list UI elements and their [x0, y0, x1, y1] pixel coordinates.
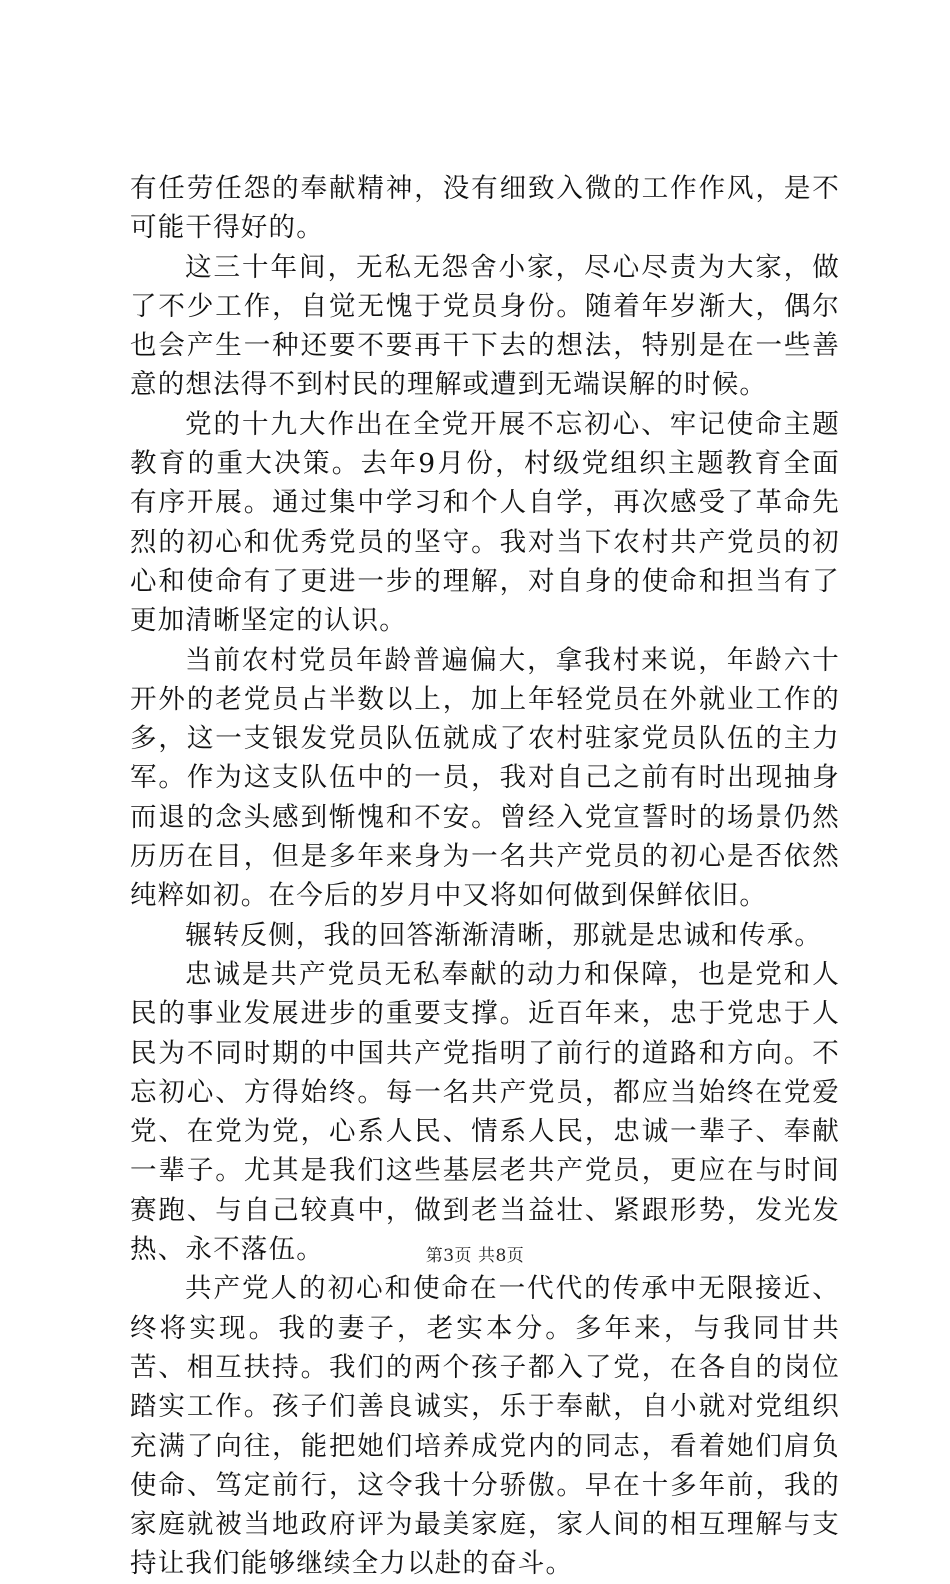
paragraph-6: 忠诚是共产党员无私奉献的动力和保障，也是党和人民的事业发展进步的重要支撑。近百年来，忠于党忠于人民为不同时期的中国共产党指明了前行的道路和方向。不忘初心、方得始终。每一名共产党员，都应当始终在党爱党、在党为党，心系人民、情系人民，忠诚一辈子、奉献一辈子。尤其是我们这些基层老共产党员，更应在与时间赛跑、与自己较真中，做到老当益壮、紧跟形势，发光发热、永不落伍。 [130, 958, 840, 1266]
paragraph-3: 党的十九大作出在全党开展不忘初心、牢记使命主题教育的重大决策。去年9月份，村级党组织主题教育全面有序开展。通过集中学习和个人自学，再次感受了革命先烈的初心和优秀党员的坚守。我对当下农村共产党员的初心和使命有了更进一步的理解，对自身的使命和担当有了更加清晰坚定的认识。 [130, 408, 840, 637]
paragraph-1: 有任劳任怨的奉献精神，没有细致入微的工作作风，是不可能干得好的。 [130, 173, 840, 244]
paragraph-4: 当前农村党员年龄普遍偏大，拿我村来说，年龄六十开外的老党员占半数以上，加上年轻党员在外就业工作的多，这一支银发党员队伍就成了农村驻家党员队伍的主力军。作为这支队伍中的一员，我对自己之前有时出现抽身而退的念头感到惭愧和不安。曾经入党宣誓时的场景仍然历历在目，但是多年来身为一名共产党员的初心是否依然纯粹如初。在今后的岁月中又将如何做到保鲜依旧。 [130, 644, 840, 912]
paragraph-7: 共产党人的初心和使命在一代代的传承中无限接近、终将实现。我的妻子，老实本分。多年来，与我同甘共苦、相互扶持。我们的两个孩子都入了党，在各自的岗位踏实工作。孩子们善良诚实，乐于奉献，自小就对党组织充满了向往，能把她们培养成党内的同志，看着她们肩负使命、笃定前行，这令我十分骄傲。早在十多年前，我的家庭就被当地政府评为最美家庭，家人间的相互理解与支持让我们能够继续全力以赴的奋斗。 [130, 1273, 840, 1580]
document-body [130, 169, 840, 1584]
paragraph-2: 这三十年间，无私无怨舍小家，尽心尽责为大家，做了不少工作，自觉无愧于党员身份。随着年岁渐大，偶尔也会产生一种还要不要再干下去的想法，特别是在一些善意的想法得不到村民的理解或遭到无端误解的时候。 [130, 251, 840, 401]
paragraph-5: 辗转反侧，我的回答渐渐清晰，那就是忠诚和传承。 [185, 919, 823, 951]
page-number-footer: 第3页 共8页 [425, 1246, 525, 1266]
